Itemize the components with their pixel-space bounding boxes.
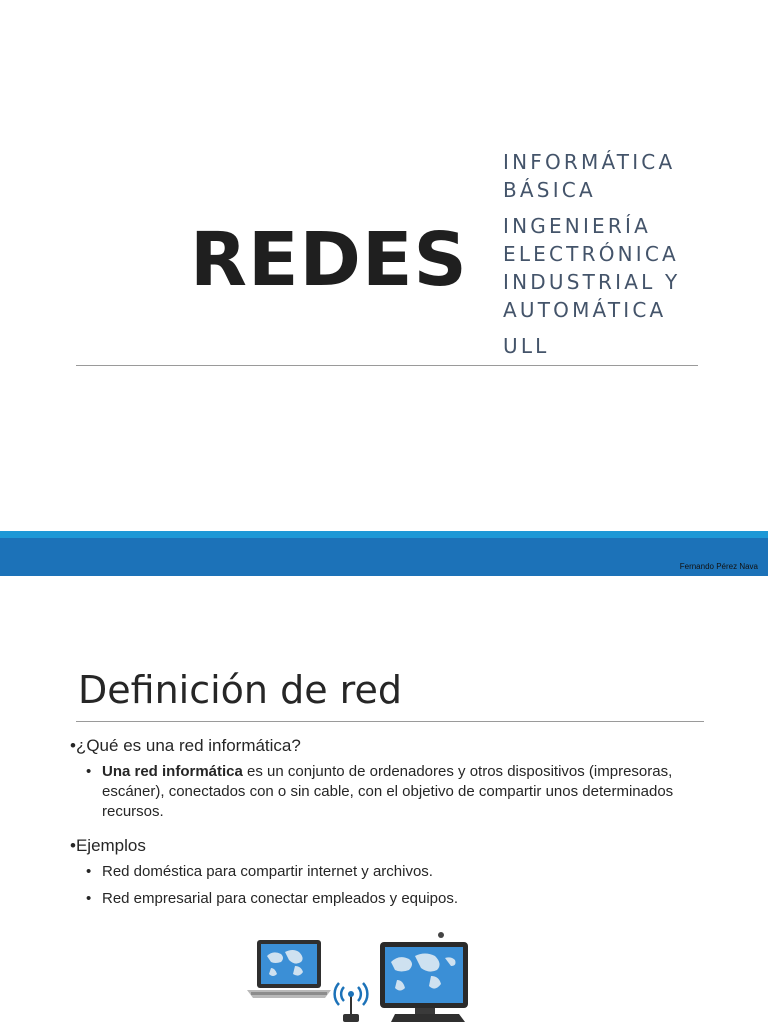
subtitle-block — [503, 148, 763, 368]
footer-band-dark — [0, 538, 768, 576]
laptop-icon — [247, 940, 331, 998]
footer-band-light — [0, 531, 768, 538]
example-item — [86, 889, 710, 909]
wifi-router-icon — [335, 983, 368, 1022]
desktop-monitor-icon — [380, 932, 468, 1022]
title-divider — [76, 365, 698, 366]
example-item — [86, 862, 710, 882]
subtitle-line-degree: INGENIERÍA ELECTRÓNICA INDUSTRIAL Y AUTOMÁTICA — [503, 214, 681, 322]
subtitle-line-course: INFORMÁTICA BÁSICA — [503, 150, 676, 202]
examples-heading: •Ejemplos — [70, 836, 146, 855]
bullet-marker: • — [86, 890, 92, 907]
bullet-marker: • — [86, 863, 92, 880]
definition-text: es un conjunto de ordenadores y otros dispositivos (impresoras, escáner), conectados con o sin cable, con el objetivo de compartir unos determinados recursos. — [102, 763, 674, 820]
definition-term: Una red informática — [102, 763, 243, 780]
subtitle-line-university: ULL — [503, 334, 550, 358]
definition-bullet — [86, 762, 710, 822]
bullet-marker: • — [86, 763, 92, 780]
definition-slide — [0, 576, 768, 1024]
heading-divider — [76, 721, 704, 722]
footer-author: Fernando Pérez Nava — [679, 562, 758, 571]
network-illustration — [245, 932, 475, 1024]
slide-title: REDES — [190, 217, 468, 303]
example-text: Red doméstica para compartir internet y archivos. — [102, 863, 433, 880]
question-bullet: •¿Qué es una red informática? — [70, 736, 301, 755]
slide-heading: Definición de red — [78, 668, 402, 712]
example-text: Red empresarial para conectar empleados y equipos. — [102, 890, 459, 907]
slide-content — [70, 736, 710, 909]
